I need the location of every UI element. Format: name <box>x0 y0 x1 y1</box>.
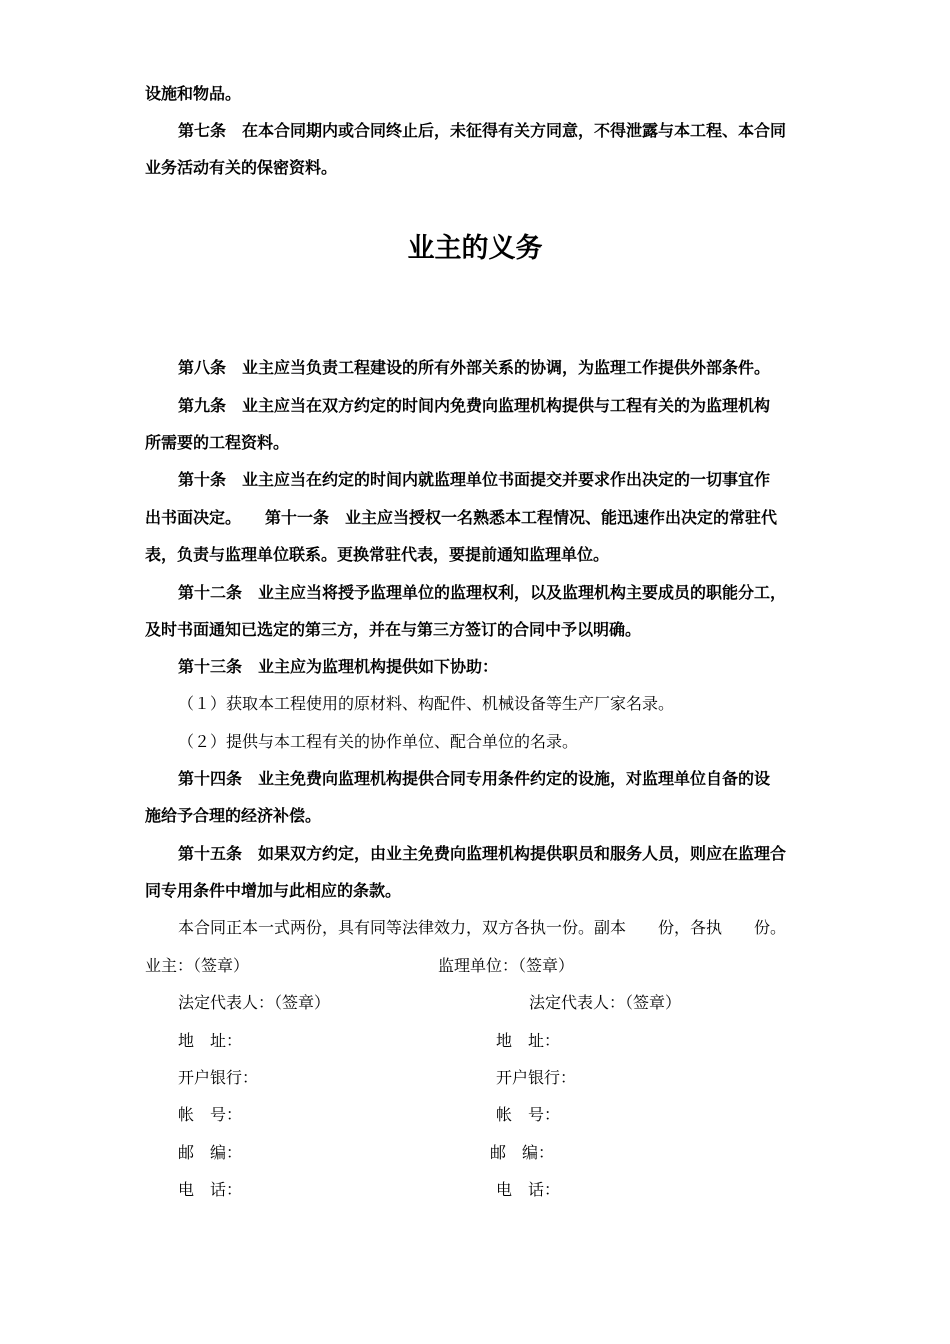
clause-8: 第八条 业主应当负责工程建设的所有外部关系的协调，为监理工作提供外部条件。 <box>178 358 771 377</box>
supervisor-address: 地 址： <box>496 1031 561 1050</box>
clause-15: 第十五条 如果双方约定，由业主免费向监理机构提供职员和服务人员，则应在监理合 <box>178 844 787 863</box>
supervisor-phone: 电 话： <box>496 1180 561 1199</box>
paragraph-line: 设施和物品。 <box>145 84 242 103</box>
owner-legal-rep: 法定代表人：（签章） <box>178 993 331 1012</box>
owner-signature: 业主：（签章） <box>145 956 250 975</box>
clause-11: 出书面决定。 第十一条 业主应当授权一名熟悉本工程情况、能迅速作出决定的常驻代 <box>145 508 778 527</box>
paragraph-line: 业务活动有关的保密资料。 <box>145 158 338 177</box>
clause-13: 第十三条 业主应为监理机构提供如下协助： <box>178 657 499 676</box>
list-item: （１）获取本工程使用的原材料、构配件、机械设备等生产厂家名录。 <box>178 694 675 713</box>
clause-10: 第十条 业主应当在约定的时间内就监理单位书面提交并要求作出决定的一切事宜作 <box>178 470 771 489</box>
section-title: 业主的义务 <box>407 233 543 264</box>
supervisor-account: 帐 号： <box>496 1105 561 1124</box>
owner-account: 帐 号： <box>178 1105 243 1124</box>
paragraph-line: 所需要的工程资料。 <box>145 433 290 452</box>
clause-14: 第十四条 业主免费向监理机构提供合同专用条件约定的设施，对监理单位自备的设 <box>178 769 771 788</box>
paragraph-line: 施给予合理的经济补偿。 <box>145 806 322 825</box>
supervisor-signature: 监理单位：（签章） <box>438 956 575 975</box>
supervisor-bank: 开户银行： <box>496 1068 577 1087</box>
supervisor-legal-rep: 法定代表人：（签章） <box>529 993 682 1012</box>
paragraph-line: 及时书面通知已选定的第三方，并在与第三方签订的合同中予以明确。 <box>145 620 642 639</box>
owner-address: 地 址： <box>178 1031 243 1050</box>
clause-9: 第九条 业主应当在双方约定的时间内免费向监理机构提供与工程有关的为监理机构 <box>178 396 771 415</box>
owner-phone: 电 话： <box>178 1180 243 1199</box>
owner-bank: 开户银行： <box>178 1068 259 1087</box>
clause-7: 第七条 在本合同期内或合同终止后，未征得有关方同意，不得泄露与本工程、本合同 <box>178 121 787 140</box>
owner-postcode: 邮 编： <box>178 1143 243 1162</box>
list-item: （２）提供与本工程有关的协作单位、配合单位的名录。 <box>178 732 579 751</box>
paragraph-line: 表，负责与监理单位联系。更换常驻代表，要提前通知监理单位。 <box>145 545 610 564</box>
paragraph-line: 同专用条件中增加与此相应的条款。 <box>145 881 402 900</box>
clause-12: 第十二条 业主应当将授予监理单位的监理权利，以及监理机构主要成员的职能分工， <box>178 583 787 602</box>
supervisor-postcode: 邮 编： <box>490 1143 555 1162</box>
closing-statement: 本合同正本一式两份，具有同等法律效力，双方各执一份。副本 份，各执 份。 <box>178 918 787 937</box>
